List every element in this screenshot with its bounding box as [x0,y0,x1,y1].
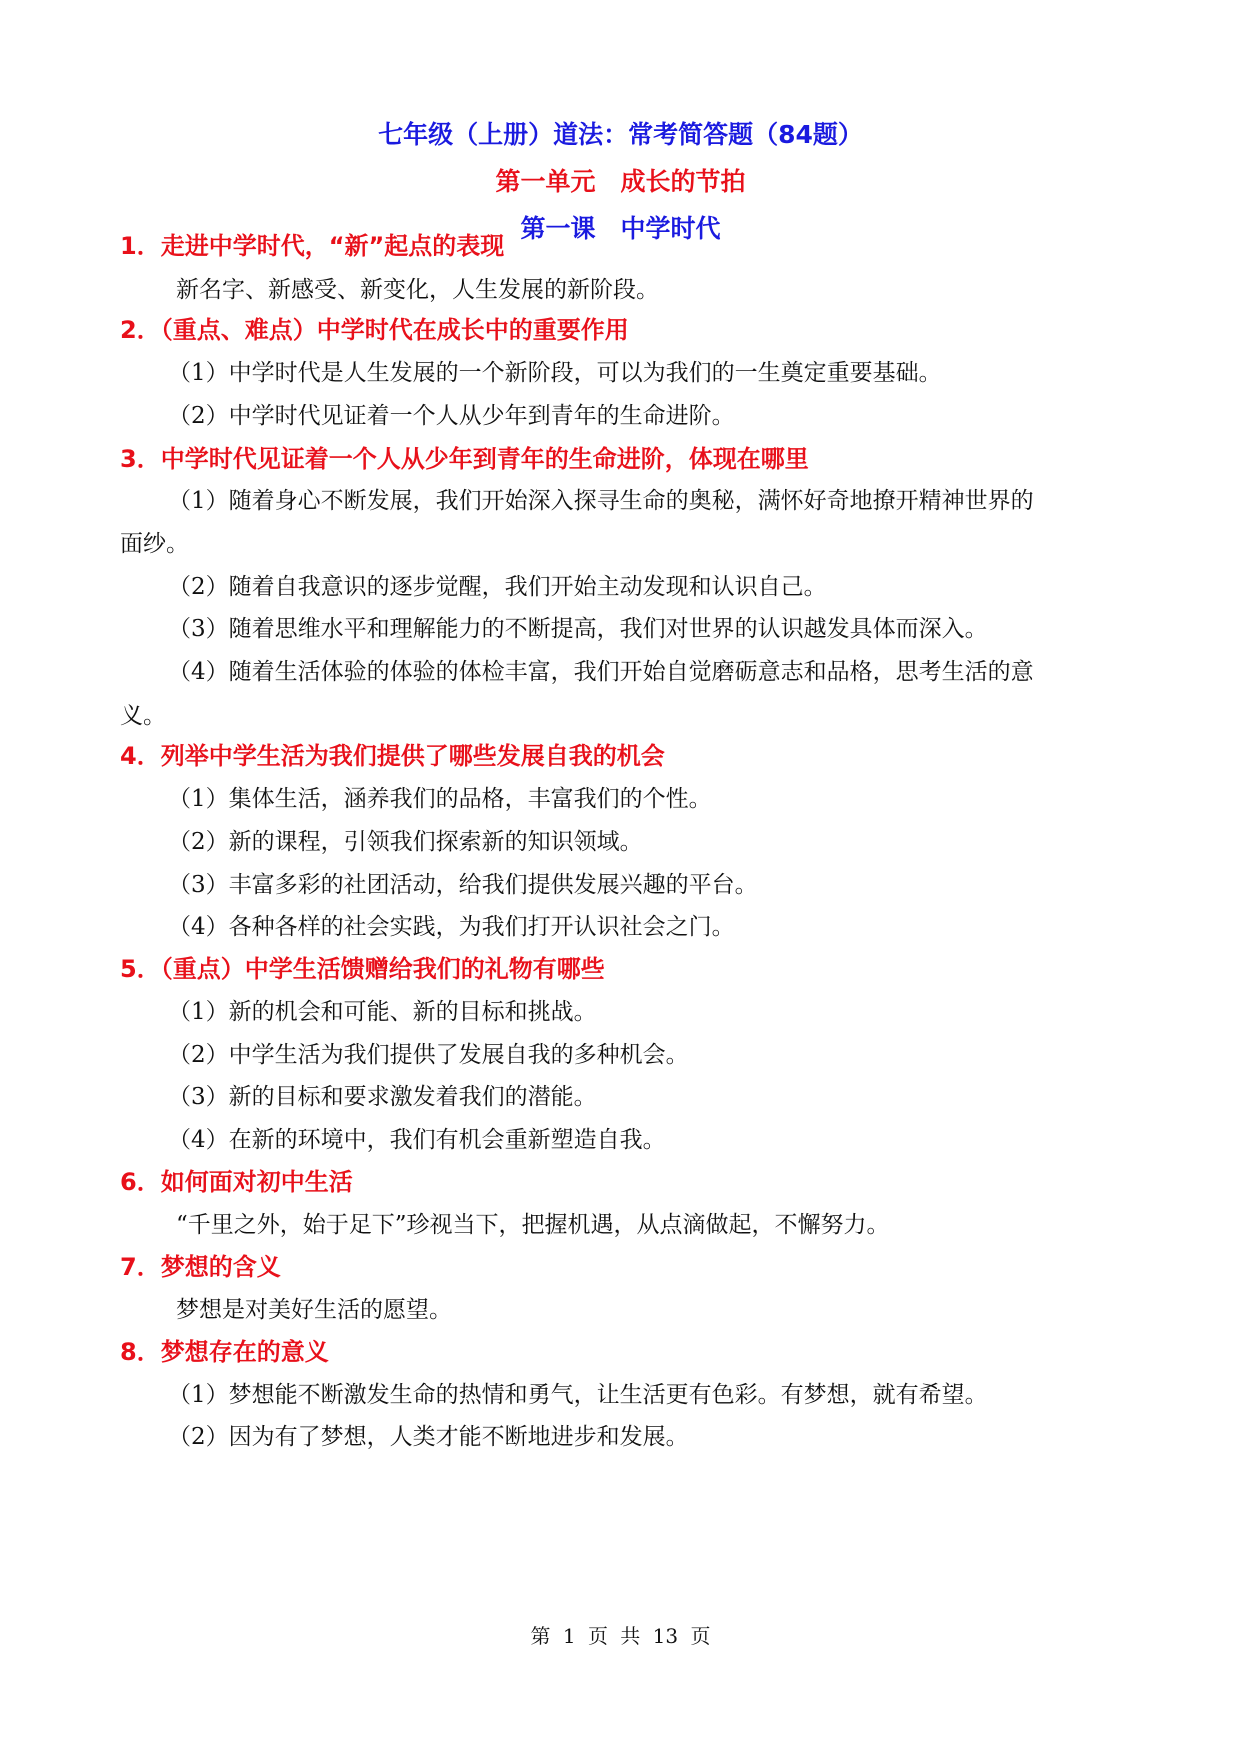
question-7-answer-1: 梦想是对美好生活的愿望。 [176,1297,452,1323]
question-5-answer-2: （2）中学生活为我们提供了发展自我的多种机会。 [168,1042,689,1068]
question-8-answer-2: （2）因为有了梦想，人类才能不断地进步和发展。 [168,1424,689,1450]
unit-heading: 第一单元 成长的节拍 [495,167,746,196]
question-6-answer-1: “千里之外，始于足下”珍视当下，把握机遇，从点滴做起，不懈努力。 [176,1212,890,1238]
question-4-title: 4．列举中学生活为我们提供了哪些发展自我的机会 [120,742,665,770]
question-8-answer-1: （1）梦想能不断激发生命的热情和勇气，让生活更有色彩。有梦想，就有希望。 [168,1382,988,1408]
question-4-answer-1: （1）集体生活，涵养我们的品格，丰富我们的个性。 [168,786,712,812]
question-6-title: 6．如何面对初中生活 [120,1168,353,1196]
question-7-title: 7．梦想的含义 [120,1253,281,1281]
document-title: 七年级（上册）道法：常考简答题（84题） [378,120,863,149]
question-2-answer-2: （2）中学时代见证着一个人从少年到青年的生命进阶。 [168,403,735,429]
question-2-title: 2．（重点、难点）中学时代在成长中的重要作用 [120,316,629,344]
question-3-answer-1: （1）随着身心不断发展，我们开始深入探寻生命的奥秘，满怀好奇地撩开精神世界的 [168,488,1034,514]
question-3-answer-2: （2）随着自我意识的逐步觉醒，我们开始主动发现和认识自己。 [168,574,827,600]
question-5-answer-1: （1）新的机会和可能、新的目标和挑战。 [168,999,597,1025]
question-1-title: 1．走进中学时代，“新”起点的表现 [120,232,505,260]
question-3-answer-4-cont: 义。 [120,703,166,729]
question-8-title: 8．梦想存在的意义 [120,1338,329,1366]
question-3-answer-1-cont: 面纱。 [120,531,189,557]
question-1-answer-1: 新名字、新感受、新变化，人生发展的新阶段。 [176,277,659,303]
lesson-heading: 第一课 中学时代 [520,214,721,243]
question-5-title: 5．（重点）中学生活馈赠给我们的礼物有哪些 [120,955,605,983]
question-4-answer-4: （4）各种各样的社会实践，为我们打开认识社会之门。 [168,914,735,940]
question-3-answer-3: （3）随着思维水平和理解能力的不断提高，我们对世界的认识越发具体而深入。 [168,616,988,642]
page-number: 第 1 页 共 13 页 [530,1624,711,1648]
question-3-title: 3．中学时代见证着一个人从少年到青年的生命进阶，体现在哪里 [120,445,809,473]
question-4-answer-3: （3）丰富多彩的社团活动，给我们提供发展兴趣的平台。 [168,872,758,898]
question-3-answer-4: （4）随着生活体验的体验的体检丰富，我们开始自觉磨砺意志和品格，思考生活的意 [168,659,1034,685]
question-5-answer-4: （4）在新的环境中，我们有机会重新塑造自我。 [168,1127,666,1153]
question-5-answer-3: （3）新的目标和要求激发着我们的潜能。 [168,1084,597,1110]
question-4-answer-2: （2）新的课程，引领我们探索新的知识领域。 [168,829,643,855]
question-2-answer-1: （1）中学时代是人生发展的一个新阶段，可以为我们的一生奠定重要基础。 [168,360,942,386]
